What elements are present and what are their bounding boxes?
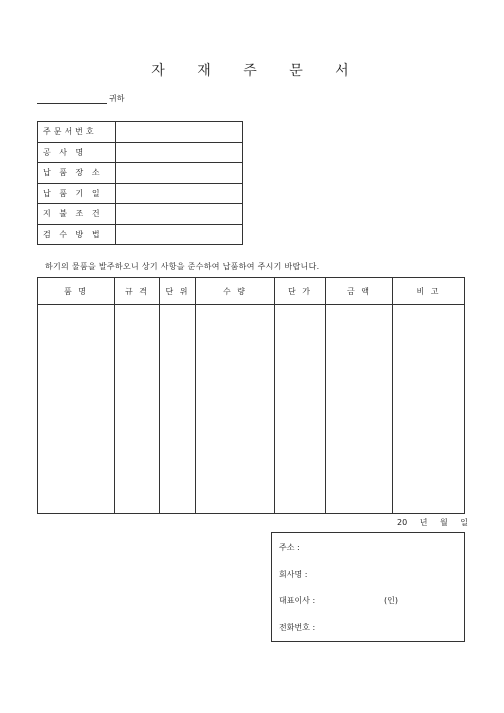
recipient-line — [37, 93, 124, 104]
remarks-cell[interactable] — [393, 305, 465, 514]
info-value[interactable] — [116, 142, 243, 163]
info-value[interactable] — [116, 224, 243, 245]
recipient-suffix: 귀하 — [109, 94, 125, 103]
quantity-cell[interactable] — [196, 305, 275, 514]
unit-cell[interactable] — [160, 305, 196, 514]
info-label: 공 사 명 — [38, 142, 116, 163]
items-table — [37, 277, 465, 514]
info-row — [38, 204, 243, 225]
order-date: 20 년 월 일 — [397, 518, 468, 527]
document-title: 자 재 주 문 서 — [151, 63, 363, 79]
info-value[interactable] — [116, 183, 243, 204]
info-value[interactable] — [116, 204, 243, 225]
header-unit: 단 위 — [160, 278, 196, 305]
info-label: 납 품 기 일 — [38, 183, 116, 204]
unit-price-cell[interactable] — [275, 305, 326, 514]
info-label: 주문서번호 — [38, 122, 116, 143]
info-value[interactable] — [116, 163, 243, 184]
info-row — [38, 122, 243, 143]
order-notice: 하기의 물품을 발주하오니 상기 사항을 준수하여 납품하여 주시기 바랍니다. — [45, 262, 320, 271]
info-row — [38, 224, 243, 245]
item-name-cell[interactable] — [38, 305, 115, 514]
header-quantity: 수 량 — [196, 278, 275, 305]
header-item-name: 품 명 — [38, 278, 115, 305]
sender-address-label: 주소 : — [279, 543, 300, 552]
items-body-row — [38, 305, 465, 514]
order-info-table — [37, 121, 243, 245]
recipient-blank[interactable] — [37, 103, 107, 104]
seal-mark: (인) — [384, 596, 398, 605]
info-row — [38, 142, 243, 163]
header-unit-price: 단 가 — [275, 278, 326, 305]
header-amount: 금 액 — [326, 278, 393, 305]
info-label: 지 불 조 건 — [38, 204, 116, 225]
header-spec: 규 격 — [115, 278, 160, 305]
items-header-row — [38, 278, 465, 305]
info-value[interactable] — [116, 122, 243, 143]
info-label: 납 품 장 소 — [38, 163, 116, 184]
sender-company-label: 회사명 : — [279, 570, 308, 579]
sender-box — [271, 532, 465, 642]
sender-ceo-label: 대표이사 : — [279, 596, 316, 605]
spec-cell[interactable] — [115, 305, 160, 514]
amount-cell[interactable] — [326, 305, 393, 514]
info-label: 검 수 방 법 — [38, 224, 116, 245]
header-remarks: 비 고 — [393, 278, 465, 305]
info-row — [38, 163, 243, 184]
sender-phone-label: 전화번호 : — [279, 623, 316, 632]
info-row — [38, 183, 243, 204]
